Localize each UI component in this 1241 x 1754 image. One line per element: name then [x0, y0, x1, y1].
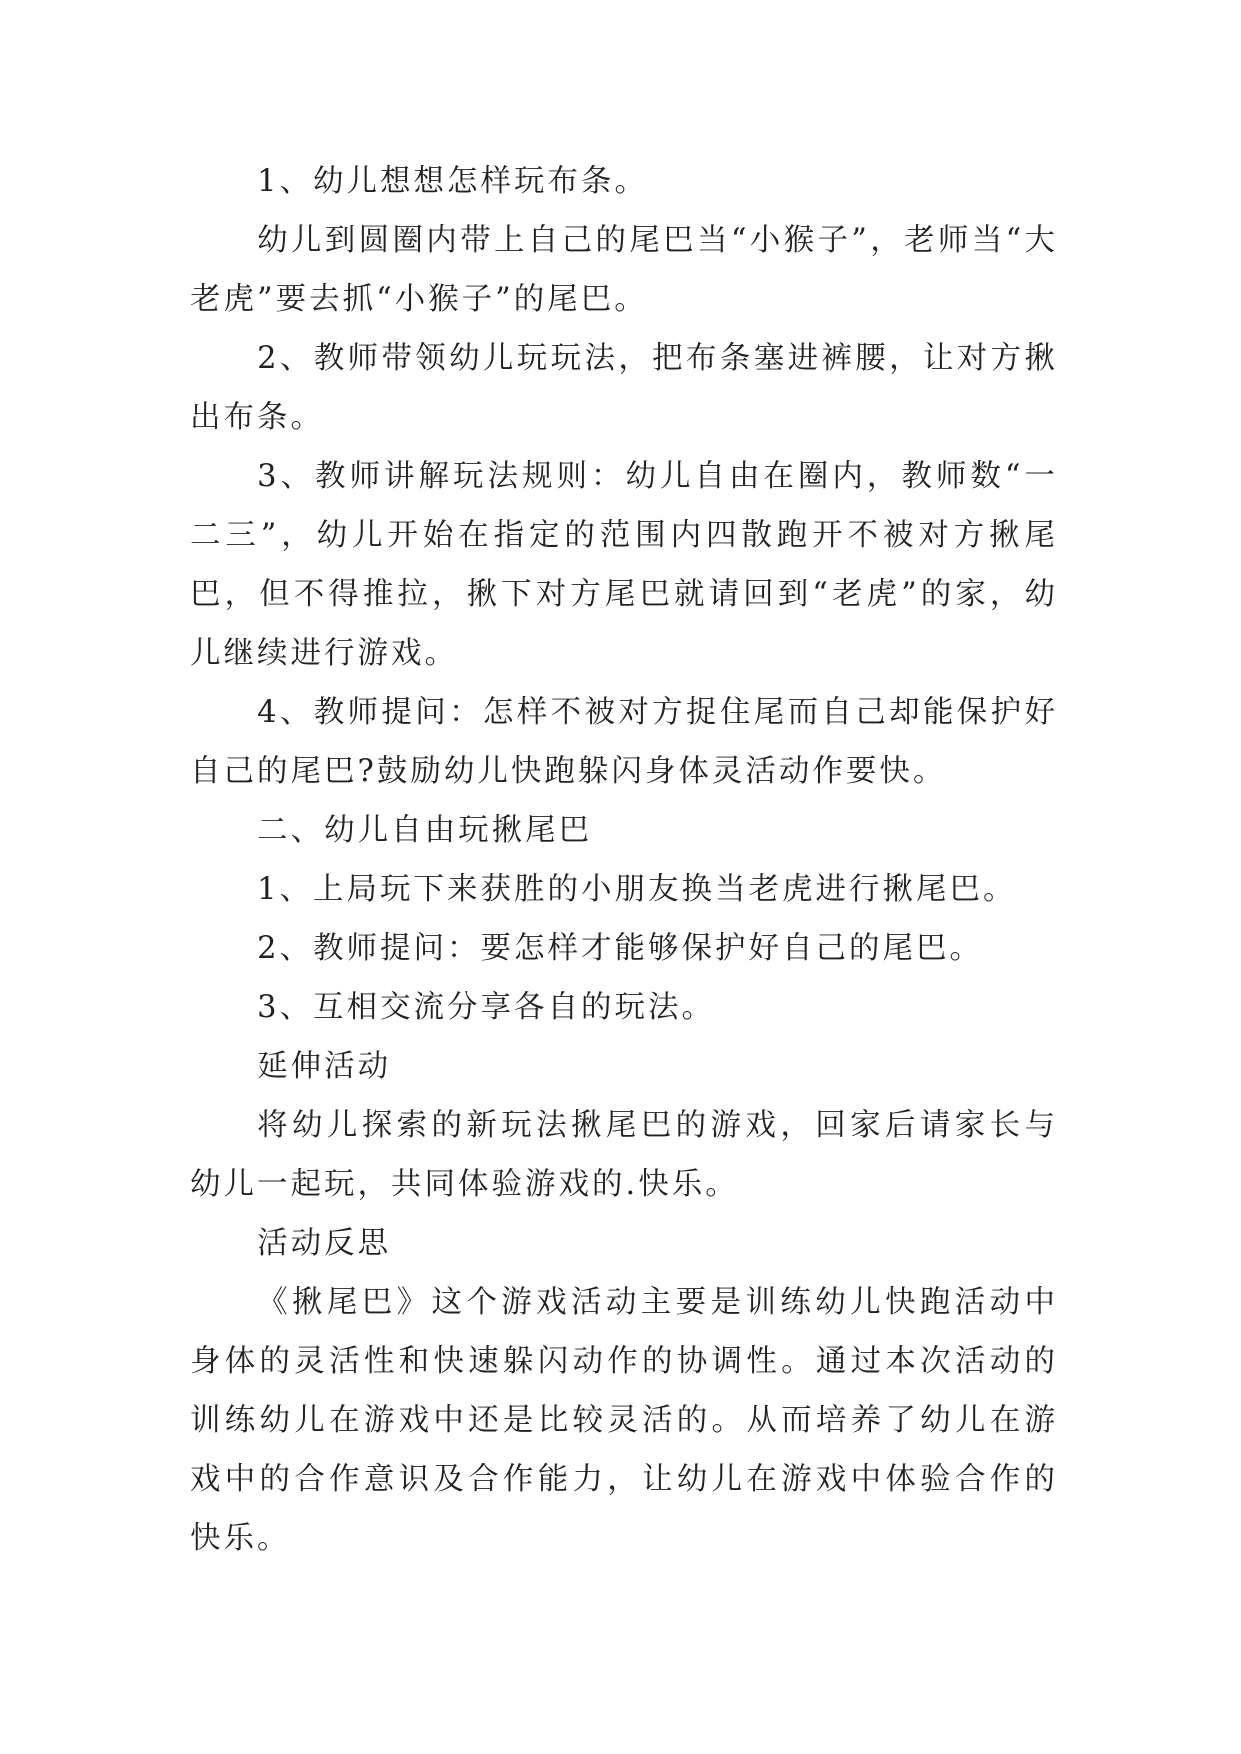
paragraph-step-2: 2、教师带领幼儿玩玩法，把布条塞进裤腰，让对方揪出布条。: [190, 341, 1058, 435]
paragraph-monkey-tiger: 幼儿到圆圈内带上自己的尾巴当“小猴子”，老师当“大老虎”要去抓“小猴子”的尾巴。: [190, 223, 1058, 317]
paragraph-reflection: 《揪尾巴》这个游戏活动主要是训练幼儿快跑活动中身体的灵活性和快速躲闪动作的协调性。通过本次活动的训练幼儿在游戏中还是比较灵活的。从而培养了幼儿在游戏中的合作意识及合作能力，让幼儿在游戏中体验合作的快乐。: [190, 1285, 1058, 1556]
section-heading-extension: 延伸活动: [257, 1049, 392, 1084]
paragraph-free-play-1: 1、上局玩下来获胜的小朋友换当老虎进行揪尾巴。: [257, 872, 1017, 907]
document-body: [190, 152, 1058, 1568]
paragraph-extension: 将幼儿探索的新玩法揪尾巴的游戏，回家后请家长与幼儿一起玩，共同体验游戏的.快乐。: [190, 1108, 1058, 1202]
paragraph-step-3-rules: 3、教师讲解玩法规则：幼儿自由在圈内，教师数“一二三”，幼儿开始在指定的范围内四散跑开不被对方揪尾巴，但不得推拉，揪下对方尾巴就请回到“老虎”的家，幼儿继续进行游戏。: [190, 459, 1058, 671]
paragraph-step-1: 1、幼儿想想怎样玩布条。: [257, 164, 648, 199]
paragraph-free-play-2: 2、教师提问：要怎样才能够保护好自己的尾巴。: [257, 931, 983, 966]
section-heading-free-play: 二、幼儿自由玩揪尾巴: [257, 813, 593, 848]
paragraph-free-play-3: 3、互相交流分享各自的玩法。: [257, 990, 715, 1025]
paragraph-step-4-question: 4、教师提问：怎样不被对方捉住尾而自己却能保护好自己的尾巴?鼓励幼儿快跑躲闪身体灵活动作要快。: [190, 695, 1058, 789]
section-heading-reflection: 活动反思: [257, 1226, 392, 1261]
